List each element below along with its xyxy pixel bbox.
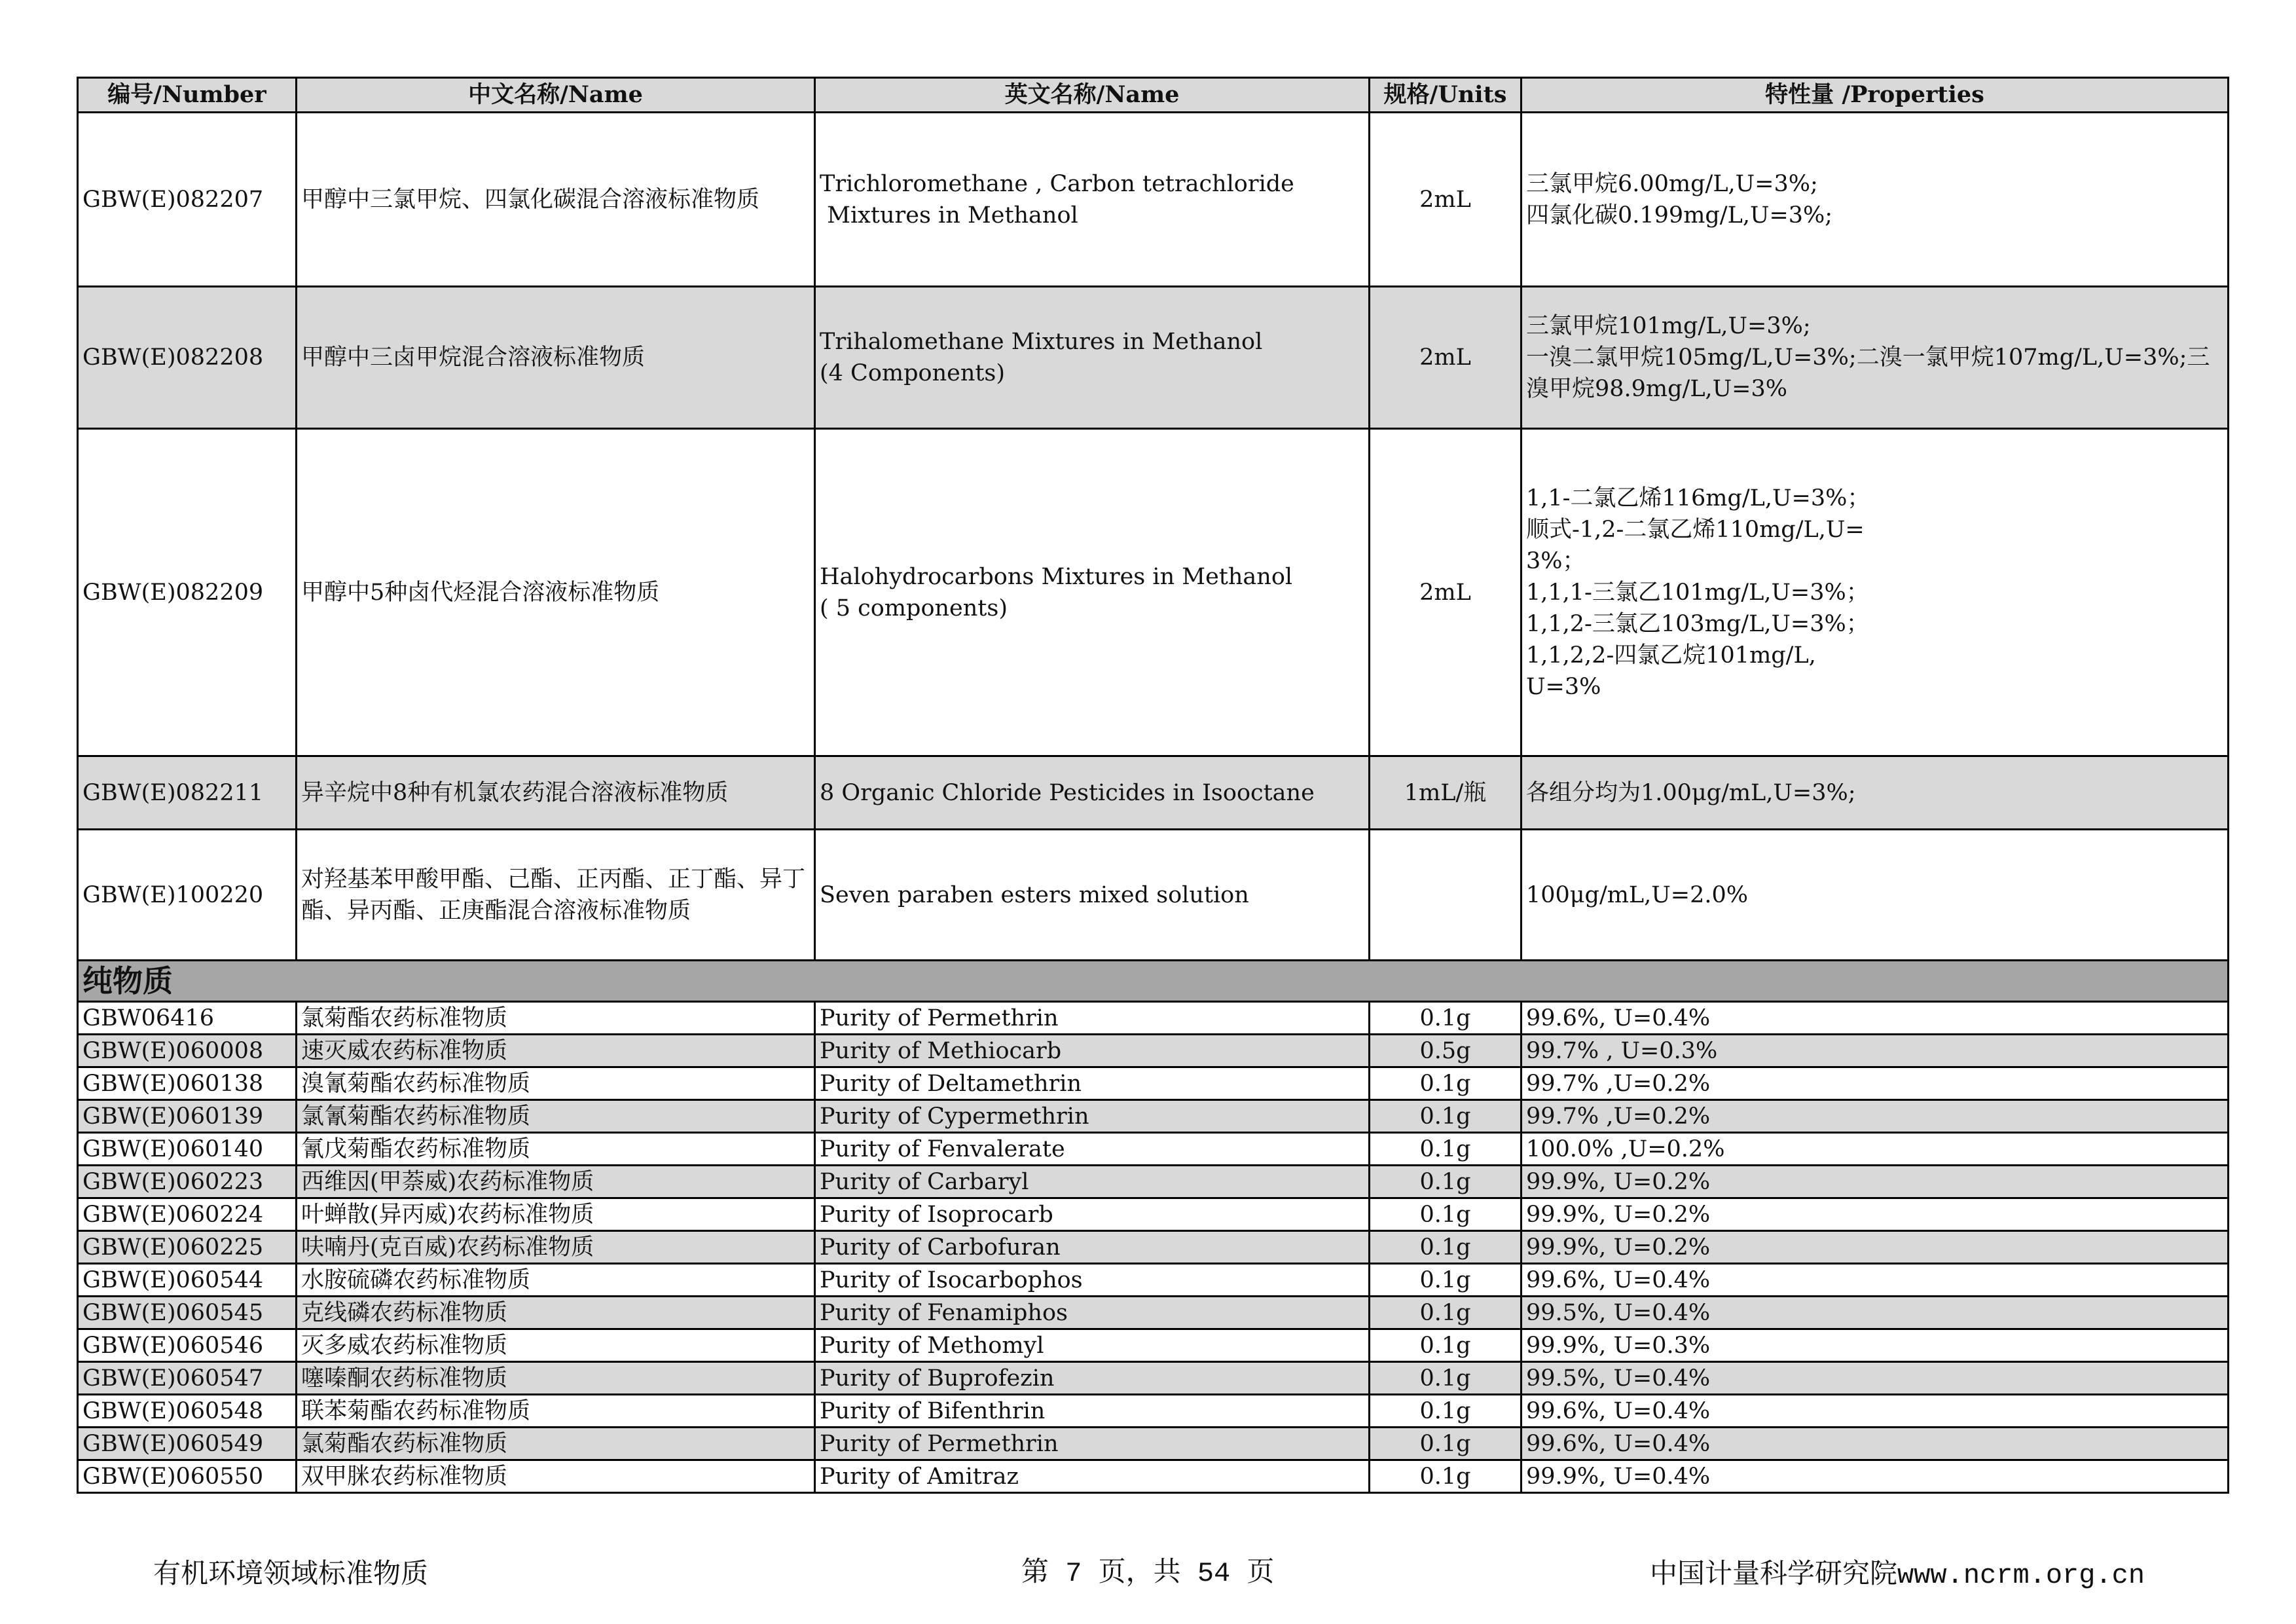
cell-units: 0.5g <box>1370 1035 1522 1067</box>
cell-properties <box>1522 113 2229 287</box>
cell-en-name: Purity of Amitraz <box>815 1460 1370 1493</box>
cell-units: 2mL <box>1370 287 1522 429</box>
table-row <box>78 1002 2229 1035</box>
cell-units <box>1370 830 1522 961</box>
cell-cn-name: 氯氰菊酯农药标准物质 <box>297 1100 815 1133</box>
cell-number: GBW06416 <box>78 1002 297 1035</box>
cell-number: GBW(E)100220 <box>78 830 297 961</box>
section-row <box>78 961 2229 1002</box>
cell-en-name <box>815 429 1370 756</box>
en-name-line: Seven paraben esters mixed solution <box>820 881 1249 908</box>
cell-number: GBW(E)060140 <box>78 1133 297 1166</box>
table-row <box>78 1460 2229 1493</box>
cell-en-name <box>815 113 1370 287</box>
table-row <box>78 287 2229 429</box>
cell-number: GBW(E)060546 <box>78 1329 297 1362</box>
cell-properties <box>1522 287 2229 429</box>
cell-properties: 99.6%, U=0.4% <box>1522 1395 2229 1428</box>
property-line: 100μg/mL,U=2.0% <box>1526 881 1749 908</box>
table-row <box>78 1133 2229 1166</box>
cell-en-name: Purity of Methiocarb <box>815 1035 1370 1067</box>
cell-en-name: Purity of Isoprocarb <box>815 1198 1370 1231</box>
reference-materials-table <box>77 77 2229 1494</box>
property-line: 一溴二氯甲烷105mg/L,U=3%;二溴一氯甲烷107mg/L,U=3%;三 <box>1526 344 2210 371</box>
cell-number: GBW(E)082207 <box>78 113 297 287</box>
header-en-name: 英文名称/Name <box>815 78 1370 113</box>
cell-properties: 100.0% ,U=0.2% <box>1522 1133 2229 1166</box>
cell-en-name: Purity of Methomyl <box>815 1329 1370 1362</box>
en-name-line: Mixtures in Methanol <box>820 202 1078 229</box>
table-row <box>78 830 2229 961</box>
cell-cn-name: 异辛烷中8种有机氯农药混合溶液标准物质 <box>297 756 815 830</box>
cell-en-name: Purity of Carbofuran <box>815 1231 1370 1264</box>
property-line: 三氯甲烷6.00mg/L,U=3%; <box>1526 170 1818 197</box>
table-row <box>78 1428 2229 1460</box>
cell-units: 1mL/瓶 <box>1370 756 1522 830</box>
cell-number: GBW(E)082209 <box>78 429 297 756</box>
cell-en-name: Purity of Cypermethrin <box>815 1100 1370 1133</box>
cell-cn-name: 甲醇中三氯甲烷、四氯化碳混合溶液标准物质 <box>297 113 815 287</box>
cell-properties: 99.6%, U=0.4% <box>1522 1264 2229 1297</box>
cell-cn-name: 氯菊酯农药标准物质 <box>297 1428 815 1460</box>
cell-units: 0.1g <box>1370 1264 1522 1297</box>
footer-website: www.ncrm.org.cn <box>1897 1560 2145 1591</box>
footer-institution-name: 中国计量科学研究院 <box>1650 1557 1898 1589</box>
property-line: 1,1,2-三氯乙103mg/L,U=3%； <box>1526 610 1869 637</box>
cell-properties: 99.9%, U=0.2% <box>1522 1198 2229 1231</box>
cell-number: GBW(E)060139 <box>78 1100 297 1133</box>
cell-en-name <box>815 287 1370 429</box>
cell-cn-name: 西维因(甲萘威)农药标准物质 <box>297 1166 815 1198</box>
cell-number: GBW(E)082211 <box>78 756 297 830</box>
cell-en-name: Purity of Deltamethrin <box>815 1067 1370 1100</box>
cell-cn-name: 叶蝉散(异丙威)农药标准物质 <box>297 1198 815 1231</box>
cell-en-name: Purity of Permethrin <box>815 1002 1370 1035</box>
property-line: 溴甲烷98.9mg/L,U=3% <box>1526 376 1788 402</box>
cell-number: GBW(E)060223 <box>78 1166 297 1198</box>
header-properties: 特性量 /Properties <box>1522 78 2229 113</box>
footer-document-title: 有机环境领域标准物质 <box>153 1557 429 1589</box>
cell-number: GBW(E)060138 <box>78 1067 297 1100</box>
cell-number: GBW(E)060547 <box>78 1362 297 1395</box>
cell-units: 0.1g <box>1370 1395 1522 1428</box>
cell-units: 0.1g <box>1370 1133 1522 1166</box>
table-row <box>78 1035 2229 1067</box>
cell-properties: 99.6%, U=0.4% <box>1522 1428 2229 1460</box>
cell-cn-name: 噻嗪酮农药标准物质 <box>297 1362 815 1395</box>
property-line: 1,1-二氯乙烯116mg/L,U=3%； <box>1526 485 1870 511</box>
cell-number: GBW(E)082208 <box>78 287 297 429</box>
cell-number: GBW(E)060224 <box>78 1198 297 1231</box>
cell-cn-name: 氯菊酯农药标准物质 <box>297 1002 815 1035</box>
cell-properties: 99.7% , U=0.3% <box>1522 1035 2229 1067</box>
cell-cn-name: 双甲脒农药标准物质 <box>297 1460 815 1493</box>
cell-cn-name: 呋喃丹(克百威)农药标准物质 <box>297 1231 815 1264</box>
header-units: 规格/Units <box>1370 78 1522 113</box>
header-cn-name: 中文名称/Name <box>297 78 815 113</box>
en-name-line: Trichloromethane , Carbon tetrachloride <box>820 170 1294 197</box>
cell-units: 0.1g <box>1370 1297 1522 1329</box>
cell-number: GBW(E)060225 <box>78 1231 297 1264</box>
table-row <box>78 1297 2229 1329</box>
cell-properties: 99.6%, U=0.4% <box>1522 1002 2229 1035</box>
cell-number: GBW(E)060545 <box>78 1297 297 1329</box>
property-line: 各组分均为1.00μg/mL,U=3%; <box>1526 779 1856 806</box>
cell-units: 0.1g <box>1370 1329 1522 1362</box>
header-number: 编号/Number <box>78 78 297 113</box>
cell-units: 2mL <box>1370 429 1522 756</box>
cell-cn-name: 联苯菊酯农药标准物质 <box>297 1395 815 1428</box>
cell-units: 0.1g <box>1370 1231 1522 1264</box>
en-name-line: ( 5 components) <box>820 595 1008 621</box>
property-line: 1,1,2,2-四氯乙烷101mg/L, <box>1526 642 1816 669</box>
cell-units: 2mL <box>1370 113 1522 287</box>
table-row <box>78 1362 2229 1395</box>
cell-properties <box>1522 830 2229 961</box>
cell-properties: 99.7% ,U=0.2% <box>1522 1100 2229 1133</box>
footer-page-number: 第 7 页，共 54 页 <box>1021 1558 1275 1589</box>
cell-cn-name: 速灭威农药标准物质 <box>297 1035 815 1067</box>
table-row <box>78 113 2229 287</box>
section-title: 纯物质 <box>78 961 2229 1002</box>
cell-properties: 99.9%, U=0.4% <box>1522 1460 2229 1493</box>
en-name-line: Trihalomethane Mixtures in Methanol <box>820 329 1263 355</box>
table-row <box>78 429 2229 756</box>
cell-cn-name: 对羟基苯甲酸甲酯、己酯、正丙酯、正丁酯、异丁酯、异丙酯、正庚酯混合溶液标准物质 <box>297 830 815 961</box>
property-line: U=3% <box>1526 673 1601 700</box>
cell-properties: 99.7% ,U=0.2% <box>1522 1067 2229 1100</box>
cell-en-name <box>815 830 1370 961</box>
cell-units: 0.1g <box>1370 1198 1522 1231</box>
cell-cn-name: 甲醇中三卤甲烷混合溶液标准物质 <box>297 287 815 429</box>
table-row <box>78 756 2229 830</box>
cell-cn-name: 水胺硫磷农药标准物质 <box>297 1264 815 1297</box>
table-row <box>78 1166 2229 1198</box>
table-header-row <box>78 78 2229 113</box>
cell-number: GBW(E)060544 <box>78 1264 297 1297</box>
cell-cn-name: 甲醇中5种卤代烃混合溶液标准物质 <box>297 429 815 756</box>
cell-properties <box>1522 429 2229 756</box>
cell-en-name <box>815 756 1370 830</box>
table-row <box>78 1198 2229 1231</box>
table-row <box>78 1231 2229 1264</box>
table-row <box>78 1329 2229 1362</box>
cell-number: GBW(E)060008 <box>78 1035 297 1067</box>
property-line: 顺式-1,2-二氯乙烯110mg/L,U= <box>1526 516 1865 543</box>
cell-units: 0.1g <box>1370 1428 1522 1460</box>
cell-number: GBW(E)060549 <box>78 1428 297 1460</box>
table-row <box>78 1395 2229 1428</box>
cell-units: 0.1g <box>1370 1460 1522 1493</box>
table-row <box>78 1100 2229 1133</box>
cell-en-name: Purity of Bifenthrin <box>815 1395 1370 1428</box>
property-line: 四氯化碳0.199mg/L,U=3%; <box>1526 202 1833 229</box>
cell-units: 0.1g <box>1370 1100 1522 1133</box>
cell-properties: 99.9%, U=0.2% <box>1522 1231 2229 1264</box>
cell-properties: 99.9%, U=0.3% <box>1522 1329 2229 1362</box>
table-row <box>78 1264 2229 1297</box>
cell-en-name: Purity of Buprofezin <box>815 1362 1370 1395</box>
cell-en-name: Purity of Fenvalerate <box>815 1133 1370 1166</box>
footer-institution <box>1650 1557 2145 1592</box>
cell-properties: 99.9%, U=0.2% <box>1522 1166 2229 1198</box>
pure-substance-rows <box>78 1002 2229 1493</box>
cell-en-name: Purity of Isocarbophos <box>815 1264 1370 1297</box>
table-row <box>78 1067 2229 1100</box>
en-name-line: 8 Organic Chloride Pesticides in Isooctane <box>820 779 1315 806</box>
cell-properties: 99.5%, U=0.4% <box>1522 1362 2229 1395</box>
en-name-line: Halohydrocarbons Mixtures in Methanol <box>820 563 1293 590</box>
property-line: 1,1,1-三氯乙101mg/L,U=3%； <box>1526 579 1869 606</box>
en-name-line: (4 Components) <box>820 360 1006 386</box>
cell-units: 0.1g <box>1370 1166 1522 1198</box>
property-line: 3%； <box>1526 547 1586 574</box>
cell-cn-name: 溴氰菊酯农药标准物质 <box>297 1067 815 1100</box>
cell-properties <box>1522 756 2229 830</box>
cell-cn-name: 灭多威农药标准物质 <box>297 1329 815 1362</box>
cell-units: 0.1g <box>1370 1067 1522 1100</box>
cell-number: GBW(E)060550 <box>78 1460 297 1493</box>
cell-units: 0.1g <box>1370 1002 1522 1035</box>
cell-cn-name: 克线磷农药标准物质 <box>297 1297 815 1329</box>
property-line: 三氯甲烷101mg/L,U=3%; <box>1526 313 1811 339</box>
cell-en-name: Purity of Carbaryl <box>815 1166 1370 1198</box>
cell-en-name: Purity of Permethrin <box>815 1428 1370 1460</box>
cell-cn-name: 氰戊菊酯农药标准物质 <box>297 1133 815 1166</box>
cell-en-name: Purity of Fenamiphos <box>815 1297 1370 1329</box>
cell-number: GBW(E)060548 <box>78 1395 297 1428</box>
cell-units: 0.1g <box>1370 1362 1522 1395</box>
cell-properties: 99.5%, U=0.4% <box>1522 1297 2229 1329</box>
